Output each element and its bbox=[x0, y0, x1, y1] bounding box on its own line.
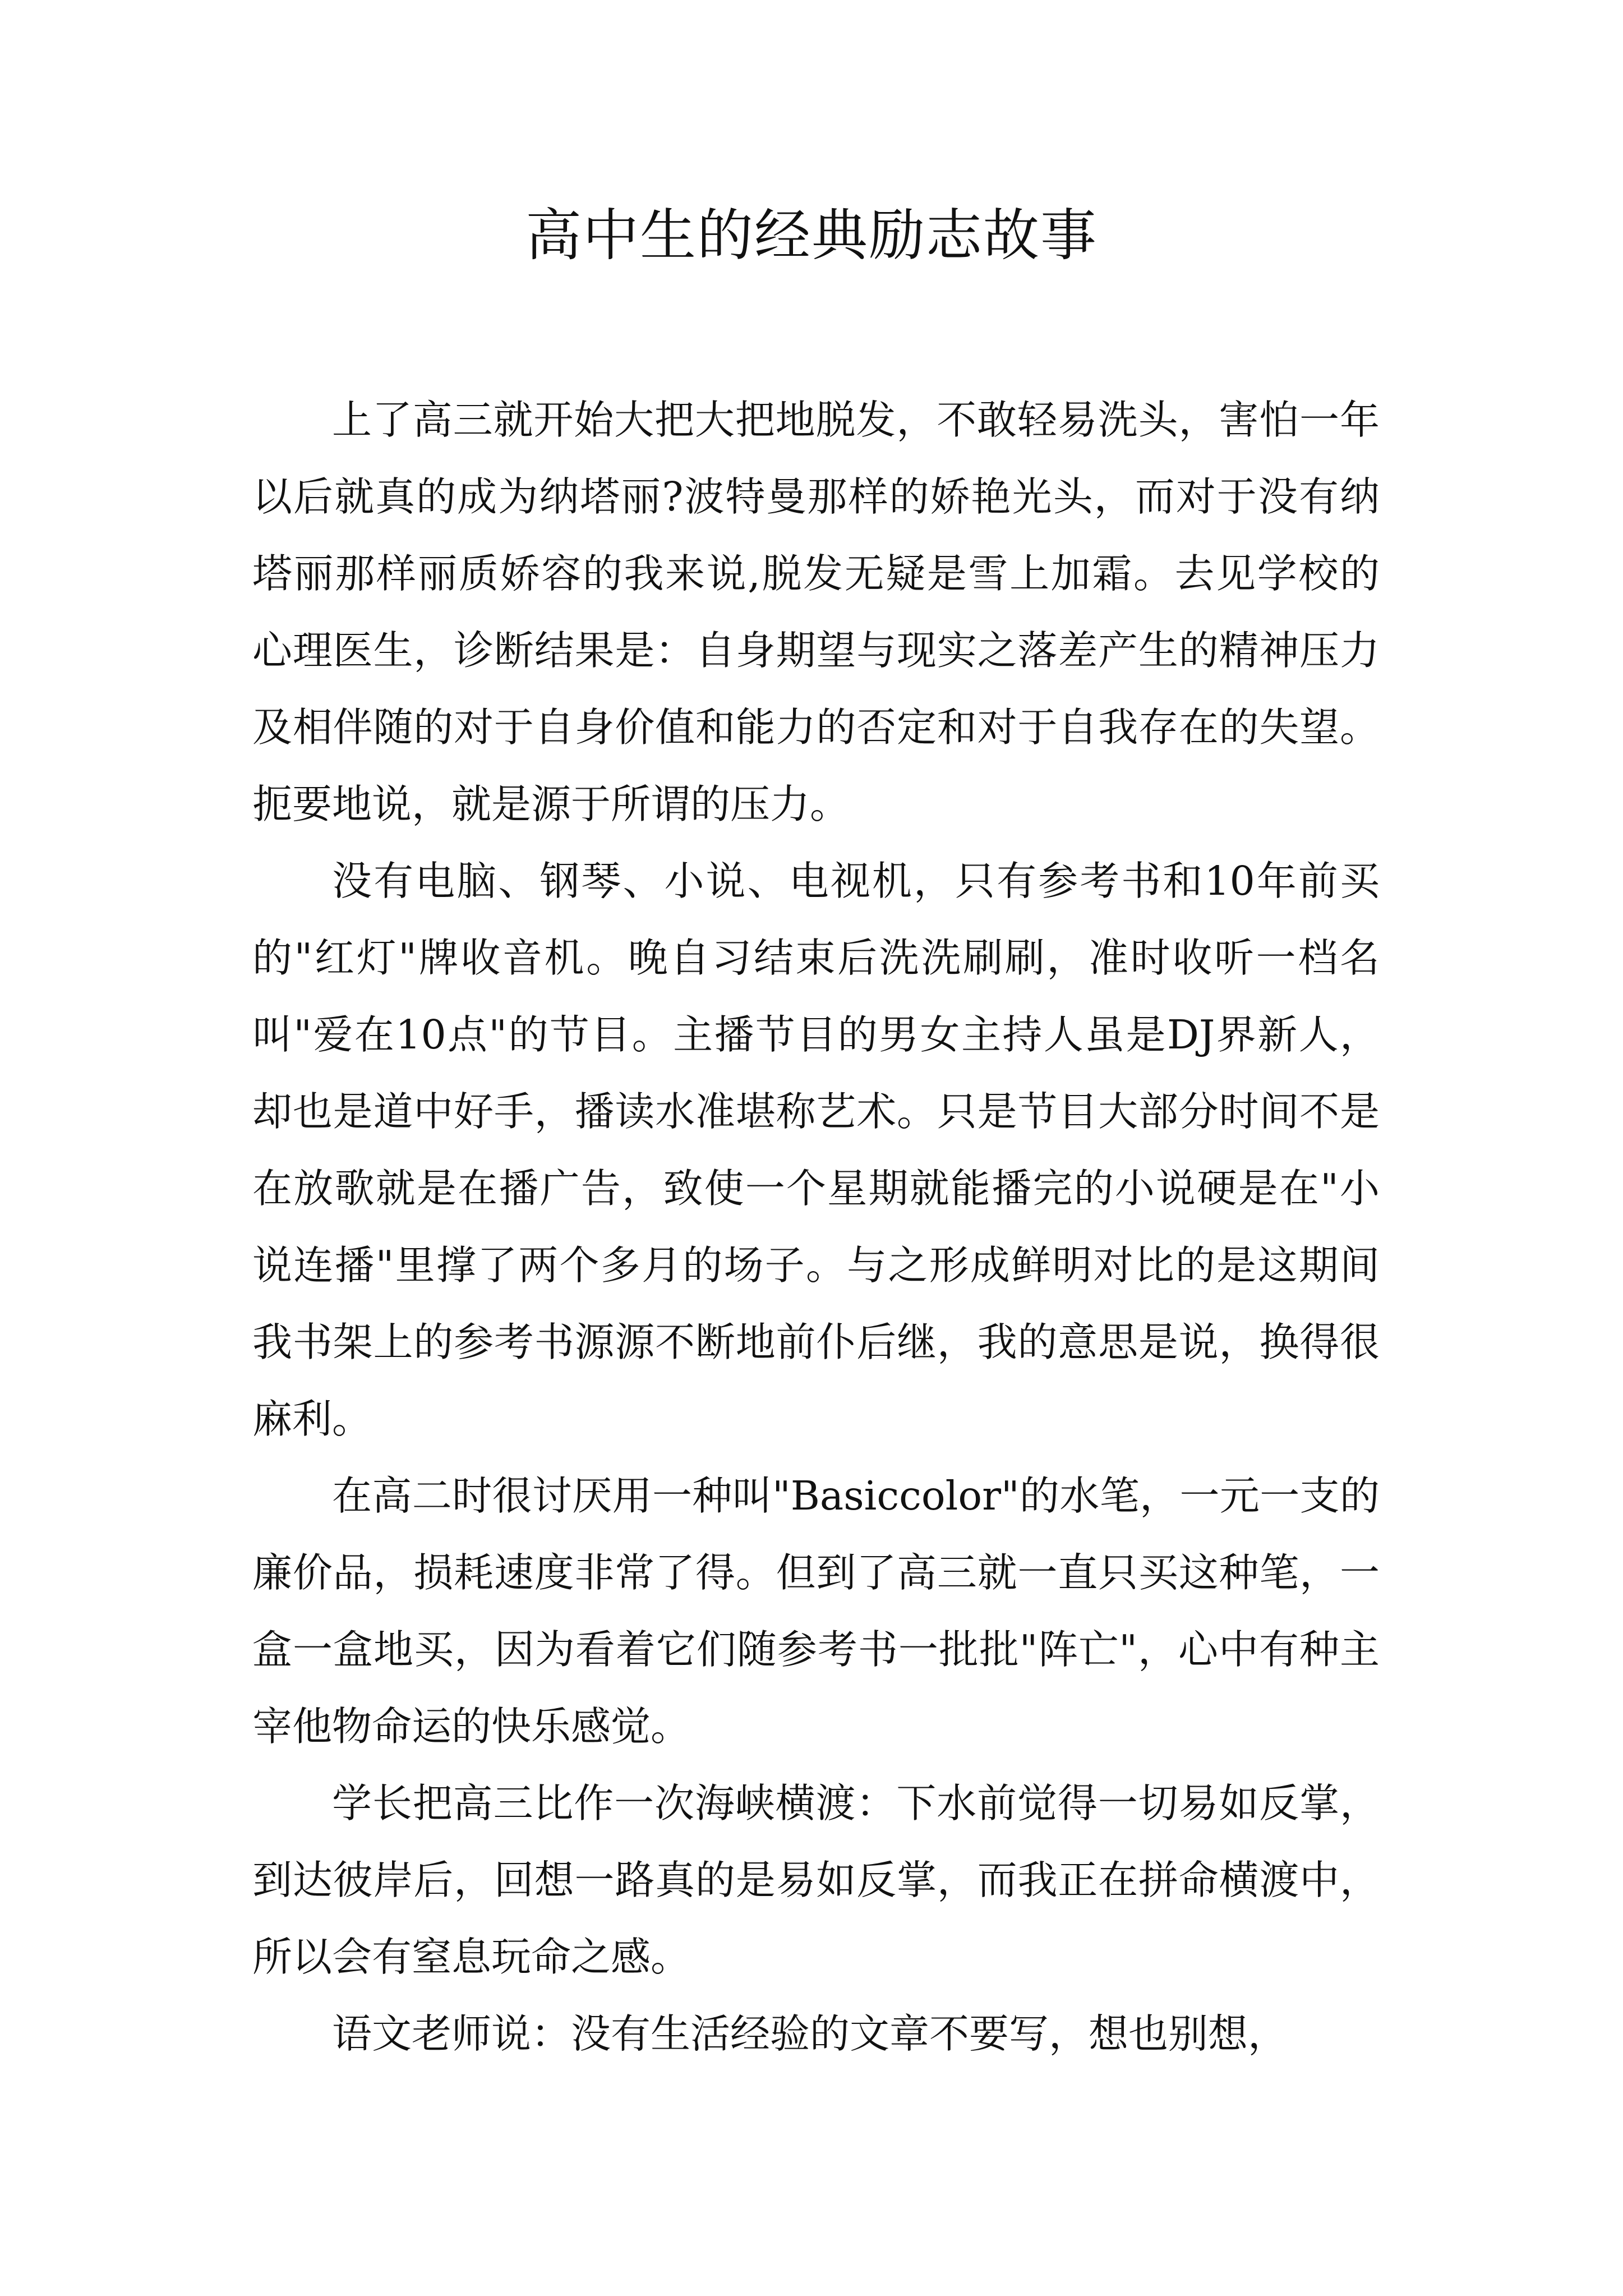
paragraph: 在高二时很讨厌用一种叫"Basiccolor"的水笔，一元一支的廉价品，损耗速度非常了得。但到了高三就一直只买这种笔，一盒一盒地买，因为看着它们随参考书一批批"阵亡"，心中有种主宰他物命运的快乐感觉。 bbox=[252, 1473, 1380, 1750]
paragraph: 没有电脑、钢琴、小说、电视机，只有参考书和10年前买的"红灯"牌收音机。晚自习结束后洗洗刷刷，准时收听一档名叫"爱在10点"的节目。主播节目的男女主持人虽是DJ界新人，却也是道中好手，播读水准堪称艺术。只是节目大部分时间不是在放歌就是在播广告，致使一个星期就能播完的小说硬是在"小说连播"里撑了两个多月的场子。与之形成鲜明对比的是这期间我书架上的参考书源源不断地前仆后继，我的意思是说，换得很麻利。 bbox=[252, 858, 1380, 1442]
paragraph: 上了高三就开始大把大把地脱发，不敢轻易洗头，害怕一年以后就真的成为纳塔丽?波特曼那样的娇艳光头，而对于没有纳塔丽那样丽质娇容的我来说,脱发无疑是雪上加霜。去见学校的心理医生，诊断结果是：自身期望与现实之落差产生的精神压力及相伴随的对于自身价值和能力的否定和对于自我存在的失望。扼要地说，就是源于所谓的压力。 bbox=[252, 397, 1380, 827]
paragraph: 语文老师说：没有生活经验的文章不要写，想也别想， bbox=[332, 2010, 1288, 2057]
paragraph: 学长把高三比作一次海峡横渡：下水前觉得一切易如反掌，到达彼岸后，回想一路真的是易如反掌，而我正在拼命横渡中，所以会有窒息玩命之感。 bbox=[252, 1780, 1380, 1980]
document-title: 高中生的经典励志故事 bbox=[525, 203, 1098, 268]
document-body bbox=[252, 381, 1380, 2072]
